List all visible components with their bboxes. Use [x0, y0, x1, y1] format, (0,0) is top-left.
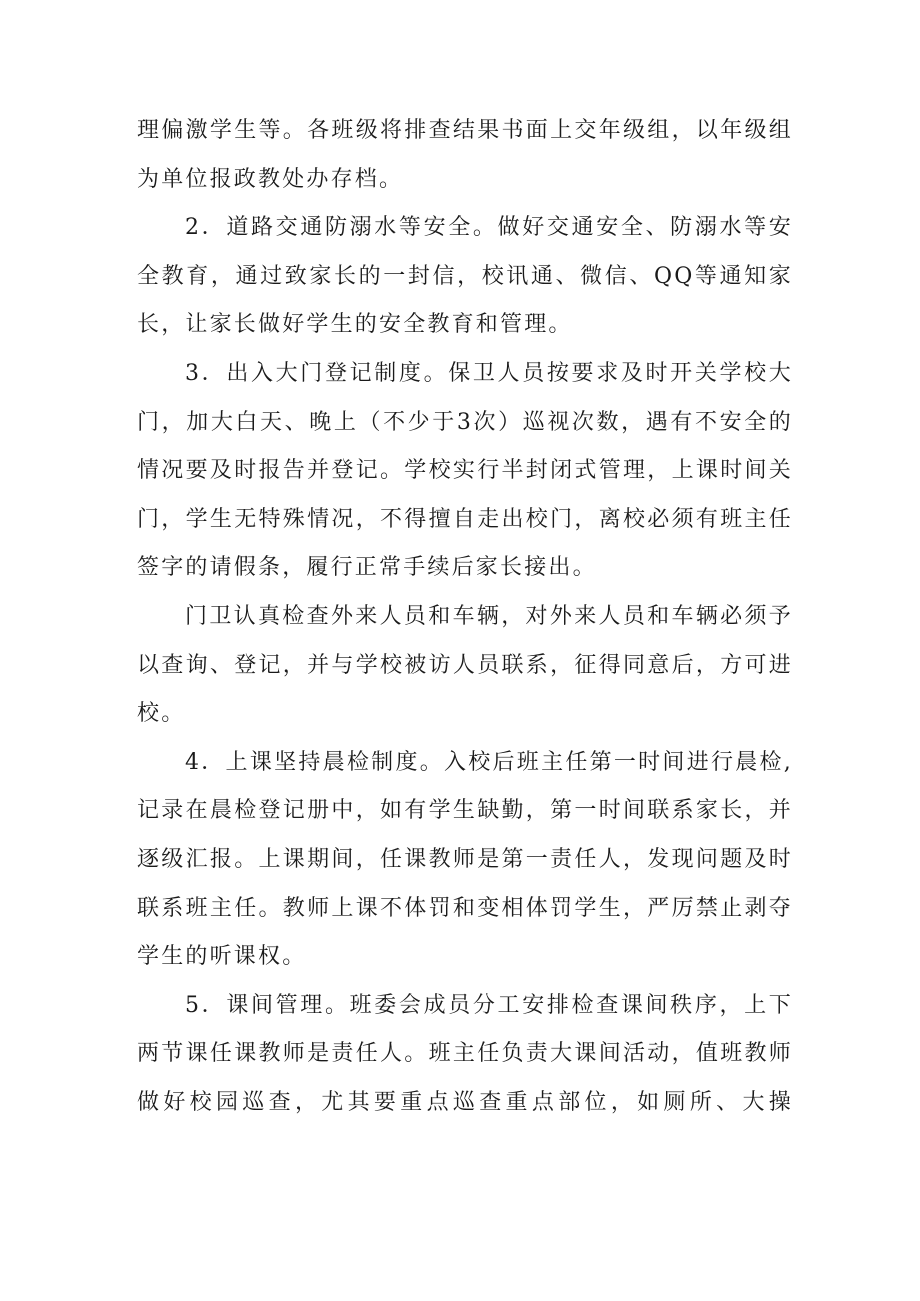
document-body: [137, 107, 793, 1127]
paragraph-gate-registration: 3．出入大门登记制度。保卫人员按要求及时开关学校大门，加大白天、晚上（不少于3次）巡视次数，遇有不安全的情况要及时报告并登记。学校实行半封闭式管理，上课时间关门，学生无特殊情况，不得擅自走出校门，离校必须有班主任签字的请假条，履行正常手续后家长接出。: [137, 360, 793, 581]
paragraph-traffic-safety: 2．道路交通防溺水等安全。做好交通安全、防溺水等安全教育，通过致家长的一封信，校讯通、微信、QQ等通知家长，让家长做好学生的安全教育和管理。: [137, 215, 793, 338]
paragraph-morning-check: 4．上课坚持晨检制度。入校后班主任第一时间进行晨检,记录在晨检登记册中，如有学生缺勤，第一时间联系家长，并逐级汇报。上课期间，任课教师是第一责任人，发现问题及时联系班主任。教师上课不体罚和变相体罚学生，严厉禁止剥夺学生的听课权。: [137, 749, 793, 970]
paragraph-continuation: 理偏激学生等。各班级将排查结果书面上交年级组，以年级组为单位报政教处办存档。: [137, 118, 793, 192]
paragraph-break-management: 5．课间管理。班委会成员分工安排检查课间秩序，上下两节课任课教师是责任人。班主任负责大课间活动，值班教师做好校园巡查，尤其要重点巡查重点部位，如厕所、大操: [137, 992, 793, 1115]
paragraph-guard-inspection: 门卫认真检查外来人员和车辆，对外来人员和车辆必须予以查询、登记，并与学校被访人员联系，征得同意后，方可进校。: [137, 603, 793, 727]
